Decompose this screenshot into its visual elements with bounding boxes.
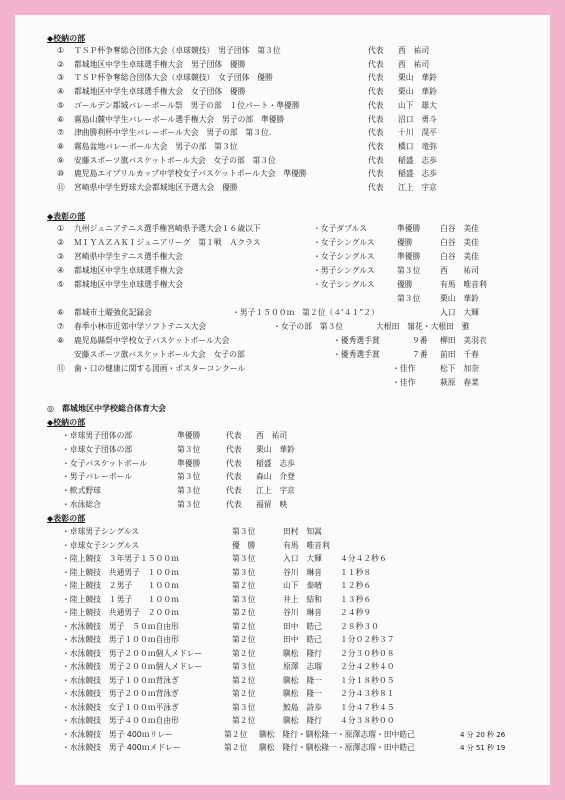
athlete-name: 井上 結和 <box>283 594 322 604</box>
award-detail: ・優秀選手賞 <box>333 350 380 359</box>
record-time: １分４７秒４５ <box>340 702 395 712</box>
athlete-name: 鮫島 詩歩 <box>283 702 322 712</box>
award-event: ＭＩＹＡＺＡＫＩジュニアリーグ 第１戦 Ａクラス <box>74 238 261 247</box>
individual-event: ・卓球女子シングルス <box>62 540 140 550</box>
record-time: ２８秒３０ <box>340 621 379 631</box>
individual-rank: 第３位 <box>232 662 256 671</box>
team-event: ・卓球女子団体の部 <box>62 444 133 454</box>
individual-event: ・水泳競技 女子１００ｍ平泳ぎ <box>62 702 179 712</box>
role-label: 代表 <box>368 73 384 83</box>
record-time: ２分４２秒４０ <box>340 662 395 671</box>
athlete-name: 馴松 隆一 <box>283 675 322 685</box>
award-event: 都城地区中学生卓球選手権大会 女子団体 優勝 <box>74 87 246 97</box>
row-number: ⑪ <box>57 364 65 373</box>
row-number: ⑥ <box>57 308 64 317</box>
award-detail: ・優秀選手賞 <box>333 336 380 345</box>
row-number: ⑧ <box>57 336 64 345</box>
section-heading: ◆表彰の部 <box>47 514 86 523</box>
team-event: ・男子バレーボール <box>62 472 133 482</box>
row-number: ③ <box>57 252 64 261</box>
row-number: ② <box>57 238 64 247</box>
representative-name: 稲盛 志歩 <box>256 458 295 468</box>
row-number: ⑤ <box>57 100 64 110</box>
award-category: ・女子シングルス <box>313 252 375 261</box>
individual-event: ・陸上競技 ３年男子１５００ｍ <box>62 554 179 563</box>
record-time: １分０２秒３７ <box>340 635 395 644</box>
individual-rank: 第３位 <box>232 594 256 604</box>
award-rank: 準優勝 <box>397 224 421 233</box>
role-label: 代表 <box>368 100 384 110</box>
award-event: 霧島盆地バレーボール大会 男子の部 第３位 <box>74 141 238 151</box>
individual-rank: 第３位 <box>232 702 256 712</box>
representative-name: 江上 宇京 <box>398 183 437 192</box>
athlete-name: 有馬 唯音利 <box>283 540 330 550</box>
award-event: 九州ジュニアテニス選手権宮崎県予選大会１６歳以下 <box>74 224 261 233</box>
winner-name: 有馬 唯音利 <box>440 280 487 289</box>
role-label: 代表 <box>368 128 384 138</box>
representative-name: 稲盛 志歩 <box>398 155 437 165</box>
athlete-name: 谷川 琳音 <box>283 567 322 577</box>
row-number: ④ <box>57 266 64 275</box>
athlete-name: 入口 大輝 <box>283 554 322 563</box>
award-event: 宮崎県中学生野球大会都城地区予選大会 優勝 <box>74 183 238 192</box>
representative-name: 山下 雄大 <box>398 100 437 110</box>
representative-name: 沼口 勇斗 <box>398 114 437 124</box>
role-label: 代表 <box>368 87 384 97</box>
role-label: 代表 <box>368 169 384 179</box>
representative-name: 西 祐司 <box>398 59 430 69</box>
athlete-name: 原澤 志瑠 <box>283 662 322 671</box>
individual-rank: 第２位 <box>232 635 256 644</box>
award-detail: ・男子１５００ｍ 第２位（４‘４１”２） <box>232 308 379 317</box>
individual-rank: 第２位 <box>232 689 256 698</box>
role-label: 代表 <box>226 500 242 509</box>
role-label: 代表 <box>368 155 384 165</box>
team-rank: 準優勝 <box>177 458 201 468</box>
row-number: ⑩ <box>57 169 64 179</box>
team-rank: 第３位 <box>177 500 201 509</box>
role-label: 代表 <box>226 472 242 482</box>
representative-name: 十川 滉平 <box>398 128 437 138</box>
record-time: ２４秒９ <box>340 608 372 617</box>
award-category: ・女子ダブルス <box>313 224 368 233</box>
team-event: ・水泳総合 <box>62 500 101 509</box>
record-time: ４分３８秒００ <box>340 716 395 725</box>
representative-name: 江上 宇京 <box>256 486 295 496</box>
athlete-name: 田中 皓己 <box>283 635 322 644</box>
row-number: ⑨ <box>57 155 64 165</box>
row-number: ⑦ <box>57 128 64 138</box>
athlete-name: 馴松 隆行 <box>283 716 322 725</box>
individual-event: ・水泳競技 男子１００ｍ背泳ぎ <box>62 675 179 685</box>
individual-event: ・卓球男子シングルス <box>62 527 140 536</box>
award-category: ・佳作 <box>392 378 416 387</box>
relay-event: ・水泳競技 男子 400ｍリレー <box>62 729 173 739</box>
athlete-name: 馴松 隆一 <box>283 689 322 698</box>
record-time: １分１８秒０５ <box>340 675 395 685</box>
winner-name: 前田 千春 <box>440 350 479 359</box>
individual-rank: 第２位 <box>232 716 256 725</box>
individual-rank: 第３位 <box>232 527 256 536</box>
relay-rank: 第２位 <box>224 743 248 752</box>
individual-rank: 第２位 <box>232 648 256 658</box>
athlete-name: 田村 知嵩 <box>283 527 322 536</box>
role-label: 代表 <box>368 141 384 151</box>
role-label: 代表 <box>226 458 242 468</box>
award-event: 鹿児島エイプリルカップ中学校女子バスケットボール大会 準優勝 <box>74 169 307 179</box>
role-label: 代表 <box>368 46 384 55</box>
row-number: ③ <box>57 73 64 83</box>
team-event: ・軟式野球 <box>62 486 101 496</box>
award-event: ゴールデン都城バレーボール祭 男子の部 １位パート・準優勝 <box>74 100 300 110</box>
row-number: ⑪ <box>57 183 65 192</box>
award-rank: 優勝 <box>397 280 413 289</box>
player-number: ７番 <box>412 350 428 359</box>
award-event: ＴＳＰ杯争奪総合団体大会（卓球競技） 男子団体 第３位 <box>74 46 281 55</box>
winner-name: 入口 大輝 <box>440 308 479 317</box>
team-rank: 第３位 <box>177 486 201 496</box>
award-event: 霧島山麓中学生バレーボール選手権大会 男子の部 準優勝 <box>74 114 285 124</box>
role-label: 代表 <box>226 486 242 496</box>
team-rank: 準優勝 <box>177 431 201 440</box>
winner-name: 大根田 嶺花・大根田 雅 <box>376 322 470 331</box>
representative-name: 栗山 華鈴 <box>256 444 295 454</box>
relay-event: ・水泳競技 男子 400ｍメドレー <box>62 743 181 752</box>
team-rank: 第３位 <box>177 472 201 482</box>
row-number: ⑤ <box>57 280 64 289</box>
individual-rank: 第２位 <box>232 581 256 590</box>
individual-rank: 第３位 <box>232 554 256 563</box>
representative-name: 栗山 華鈴 <box>398 73 437 83</box>
winner-name: 松下 加奈 <box>440 364 479 373</box>
award-event: 宮崎県中学生テニス選手権大会 <box>74 252 183 261</box>
role-label: 代表 <box>226 444 242 454</box>
individual-event: ・水泳競技 男子２００ｍ背泳ぎ <box>62 689 179 698</box>
record-time: ４分４２秒６ <box>340 554 387 563</box>
individual-rank: 優 勝 <box>232 540 256 550</box>
award-rank: 第３位 <box>397 266 421 275</box>
award-event: 津曲勝利杯中学生バレーボール大会 男子の部 第３位． <box>74 128 277 138</box>
record-time: １１秒８ <box>340 567 372 577</box>
award-event: 都城市土曜強化記録会 <box>74 308 152 317</box>
individual-event: ・水泳競技 男子１００ｍ自由形 <box>62 635 179 644</box>
award-detail: ・女子の部 第３位 <box>273 322 344 331</box>
award-rank: 優勝 <box>397 238 413 247</box>
relay-time: 4 分 20 秒 26 <box>460 730 506 739</box>
award-event: 鹿児島縣祭中学校女子バスケットボール大会 <box>74 336 230 345</box>
individual-rank: 第２位 <box>232 621 256 631</box>
section-heading: ◆校納の部 <box>47 34 86 43</box>
individual-event: ・陸上競技 １男子 １００ｍ <box>62 594 179 604</box>
role-label: 代表 <box>368 183 384 192</box>
athlete-name: 谷川 琳音 <box>283 608 322 617</box>
team-event: ・卓球男子団体の部 <box>62 431 133 440</box>
section-title: ◎ 都城地区中学校総合体育大会 <box>47 404 166 413</box>
representative-name: 森山 介登 <box>256 472 295 482</box>
row-number: ① <box>57 224 64 233</box>
section-heading: ◆校納の部 <box>47 418 86 427</box>
athlete-name: 山下 泰晴 <box>283 581 322 590</box>
representative-name: 福留 映 <box>256 500 288 509</box>
athlete-name: 田中 皓己 <box>283 621 322 631</box>
award-rank: 準優勝 <box>397 252 421 261</box>
award-category: ・佳作 <box>392 364 416 373</box>
individual-rank: 第２位 <box>232 675 256 685</box>
winner-name: 柳田 美羽衣 <box>440 336 487 345</box>
relay-time: 4 分 51 秒 19 <box>460 744 506 752</box>
row-number: ⑦ <box>57 322 64 331</box>
award-event: 安藤スポーツ旗バスケットボール大会 女子の部 第３位 <box>74 155 276 165</box>
award-event: 歯・口の健康に関する図画・ポスターコンクール <box>74 364 246 373</box>
award-category: ・女子シングルス <box>313 238 375 247</box>
record-time: ２分４３秒８１ <box>340 689 395 698</box>
row-number: ⑥ <box>57 114 64 124</box>
relay-members: 馴松 隆行・馴松隆一・原澤志瑠・田中皓己 <box>259 743 415 752</box>
row-number: ⑧ <box>57 141 64 151</box>
winner-name: 萩原 春菜 <box>440 378 479 387</box>
record-time: １３秒６ <box>340 594 372 604</box>
role-label: 代表 <box>226 431 242 440</box>
team-rank: 第３位 <box>177 444 201 454</box>
award-event: 春季小林市近郊中学ソフトテニス大会 <box>74 322 207 331</box>
winner-name: 白谷 美佳 <box>440 224 479 233</box>
award-event: 都城地区中学生卓球選手権大会 <box>74 280 184 289</box>
representative-name: 橋口 竜弥 <box>398 141 437 151</box>
award-category: ・女子シングルス <box>313 280 375 289</box>
team-event: ・女子バスケットボール <box>62 458 148 468</box>
row-number: ② <box>57 59 64 69</box>
award-category: ・男子シングルス <box>313 266 375 275</box>
record-time: ２分３０秒０８ <box>340 648 395 658</box>
individual-event: ・陸上競技 共通男子 １００ｍ <box>62 567 179 577</box>
representative-name: 栗山 華鈴 <box>398 87 437 97</box>
row-number: ④ <box>57 87 64 97</box>
individual-event: ・陸上競技 共通男子 ２００ｍ <box>62 608 179 617</box>
player-number: ９番 <box>412 336 428 345</box>
winner-name: 白谷 美佳 <box>440 238 479 247</box>
individual-rank: 第２位 <box>232 608 256 617</box>
individual-rank: 第３位 <box>232 567 256 577</box>
individual-event: ・水泳競技 男子 ５０ｍ自由形 <box>62 621 179 631</box>
role-label: 代表 <box>368 59 384 69</box>
athlete-name: 馴松 隆行 <box>283 648 322 658</box>
award-rank: 第３位 <box>397 294 421 303</box>
row-number: ① <box>57 46 64 55</box>
relay-members: 馴松 隆行・馴松隆一・原澤志瑠・田中皓己 <box>259 729 415 739</box>
award-event: 都城地区中学生卓球選手権大会 男子団体 優勝 <box>74 59 246 69</box>
section-heading: ◆表彰の部 <box>47 212 86 221</box>
award-event: 安藤スポーツ旗バスケットボール大会 女子の部 <box>74 350 245 359</box>
individual-event: ・陸上競技 ２男子 １００ｍ <box>62 581 179 590</box>
award-event: ＴＳＰ杯争奪総合団体大会（卓球競技） 女子団体 優勝 <box>74 73 273 83</box>
individual-event: ・水泳競技 男子２００ｍ個人メドレー <box>62 662 203 671</box>
winner-name: 西 祐司 <box>440 266 479 275</box>
winner-name: 白谷 美佳 <box>440 252 479 261</box>
individual-event: ・水泳競技 男子２００ｍ個人メドレー <box>62 648 203 658</box>
role-label: 代表 <box>368 114 384 124</box>
representative-name: 西 祐司 <box>398 46 430 55</box>
individual-event: ・水泳競技 男子４００ｍ自由形 <box>62 716 179 725</box>
representative-name: 稲盛 志歩 <box>398 169 437 179</box>
award-event: 都城地区中学生卓球選手権大会 <box>74 266 184 275</box>
winner-name: 栗山 華鈴 <box>440 294 479 303</box>
representative-name: 西 祐司 <box>256 431 288 440</box>
relay-rank: 第２位 <box>224 729 248 739</box>
record-time: １２秒６ <box>340 581 372 590</box>
